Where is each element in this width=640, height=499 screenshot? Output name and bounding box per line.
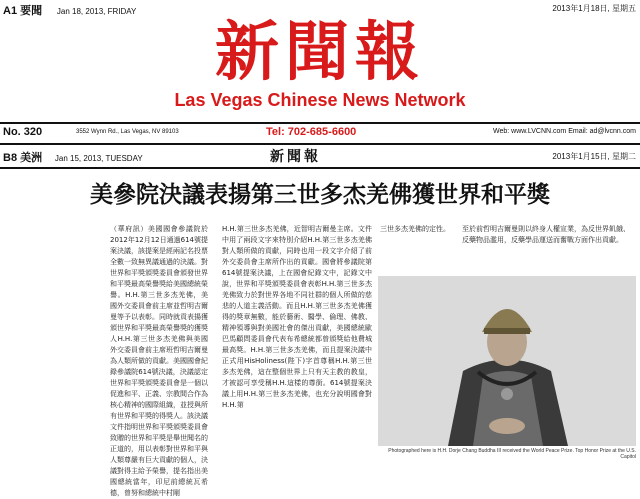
section-date-chinese: 2013年1月15日, 星期二 [552,152,636,161]
article-column-2: H.H.第三世多杰羌佛，近智明吉爾曼主席。文件中用了兩段文字來特別介紹H.H.第三世多杰羌佛對人類所做的貢獻，同時也用一段文字介紹了前外交委員會主席所作出的貢獻。國會將參議院第614號提案決議，上在國會紀錄文中，記錄文中說，世界和平獎頒獎委員會表彰H.H.第三世多杰羌佛致力於對世界各地不同社群的個人所做的慈悲的人道主義活動。而且H.H.第三世多杰羌佛獲得的獎章無數，能於藝術、醫學、倫理、佛教、精神領導與對美國社會的傑出貢獻，美國總統歐巴馬顧問委員會代表布希總統都曾頒獎給他費城最高獎。H.H.第三世多杰羌佛，而且提案決議中正式用HisHoliness(陛下)字首尊稱H.H.第三世多杰羌佛，這在整個世界上只有天主教的教皇，才被認可享受稱H.H.這樣的尊銜。614號提案決議上用H.H.第三世多杰羌佛，也充分說明國會對H.H.第 [222,225,372,409]
info-divider [0,143,640,145]
article-photo [378,276,636,446]
article-headline: 美參院決議表揚第三世多杰羌佛獲世界和平獎 [90,182,550,208]
masthead [0,16,640,122]
photo-illustration [378,276,636,446]
info-bar [0,124,640,142]
article-column-4: 至於前哲明吉爾曼則以終身人權宣業，為反世界飢餓、反藥物品濫用，反藥學品運送而奮戰方面作出貢獻。 [462,225,630,244]
masthead-title: 新聞報 [215,15,425,90]
date-english: Jan 18, 2013, FRIDAY [56,7,137,16]
address: 3552 Wynn Rd., Las Vegas, NV 89103 [76,129,179,135]
section-divider [0,167,640,169]
masthead-subtitle: Las Vegas Chinese News Network [174,90,466,110]
article-column-3: 三世多杰羌佛的定性。 [380,225,450,233]
date-chinese: 2013年1月18日, 星期五 [552,4,636,13]
article-column-1: （華府訊）美國國會參議院於2012年12月12日通過614號提案決議，該提案是經兩記名投票全數一致無異議通過的決議。對世界和平獎頒獎委員會頒發世界和平獎最高榮譽獎給美國總統榮譽。H.H.第三世多杰羌佛，美國外交委員會前主席並哲明吉爾曼等予以表彰。同時就貢表揚獲頒世界和平獎最高榮譽獎的獲獎人H.H.第三世多杰羌佛與美國外交委員會前主席班哲明吉爾曼為人類所做的貢獻。美國國會紀錄參議院614號決議，決議認定世界和平獎頒獎委員會是一個以促進和平、正義、宗教間合作為核心精神的國際組織，並授與所有世界和平獎的得獎人。該決議文件指明世界和平獎頒獎委員會致贈的世界和平獎是舉世聞名的正道的，用以表彰對世界和平與人類尊嚴有巨大貢獻的個人，決議對得主給予榮譽，提名指出美國總統當年，印尼前總統瓦希德，曾努和總統中村剛 [110,225,208,497]
section-date-english: Jan 15, 2013, TUESDAY [54,154,143,163]
section-bar [0,146,640,166]
section-info [3,149,143,165]
photo-caption: Photographed here is H.H. Dorje Chang Buddha III received the World Peace Prize. Top Honor Prize at the U.S. Capitol [388,448,636,460]
issue-number: No. 320 [3,126,43,138]
web-email: Web: www.LVCNN.com Email: ad@lvcnn.com [493,128,636,135]
top-bar [0,0,640,16]
telephone: Tel: 702-685-6600 [266,126,357,138]
section-mini-masthead: 新聞報 [270,149,321,165]
section-page-label: B8 美洲 [3,152,43,164]
page-label: A1 要聞 [3,5,43,17]
